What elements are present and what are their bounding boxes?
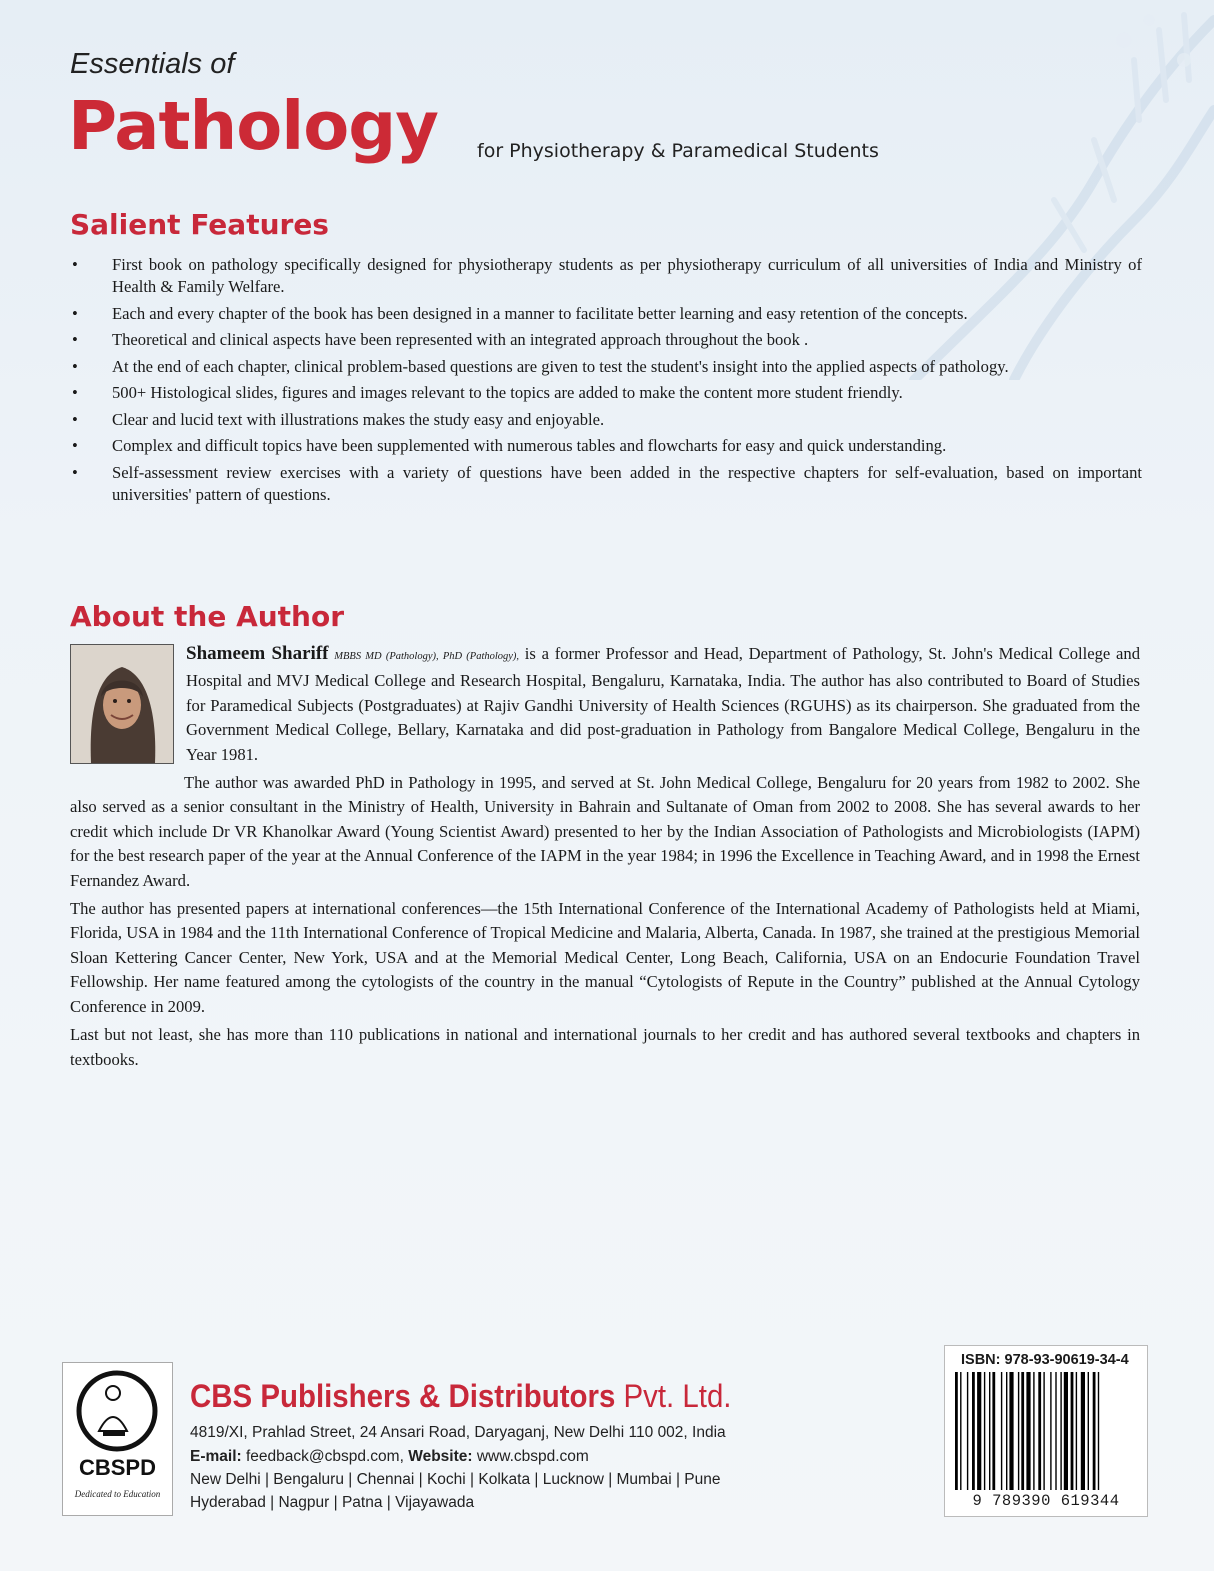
list-item [70, 329, 1142, 351]
author-photo [70, 644, 174, 764]
website-label: Website: [408, 1448, 473, 1465]
bullet-icon: • [72, 462, 78, 482]
bullet-icon: • [72, 356, 78, 376]
feature-text: Complex and difficult topics have been supplemented with numerous tables and flowcharts for easy and quick understanding. [112, 436, 947, 455]
email-link[interactable]: feedback@cbspd.com [246, 1448, 400, 1465]
publisher-name-main: CBS Publishers & Distributors [190, 1378, 616, 1414]
bullet-icon: • [72, 303, 78, 323]
publisher-name-suffix: Pvt. Ltd. [623, 1378, 732, 1414]
list-item [70, 254, 1142, 298]
isbn-label: ISBN: 978-93-90619-34-4 [961, 1352, 1129, 1368]
publisher-contact: E-mail: feedback@cbspd.com, Website: www.cbspd.com [190, 1448, 589, 1465]
author-paragraph: The author was awarded PhD in Pathology in 1995, and served at St. John Medical College, Bengaluru for 20 years from 1982 to 2002. She also served as a senior consultant in the Ministry of Health, University in Bahrain and Sultanate of Oman from 2002 to 2008. She has several awards to her credit which include Dr VR Khanolkar Award (Young Scientist Award) presented to her by the Indian Association of Pathologists and Microbiologists (IAPM) for the best research paper of the year at the Annual Conference of the IAPM in the year 1984; in 1996 the Excellence in Teaching Award, and in 1998 the Ernest Fernandez Award. [70, 773, 1140, 890]
bullet-icon: • [72, 436, 78, 455]
list-item [70, 462, 1142, 506]
logo-text: CBSPD [78, 1455, 156, 1480]
author-name: Shameem Shariff [186, 643, 329, 664]
bullet-icon: • [72, 409, 78, 429]
logo-tagline: Dedicated to Education [74, 1489, 161, 1499]
title-prefix: Essentials of [70, 48, 235, 80]
author-paragraph: The author has presented papers at international conferences—the 15th International Conference of the International Academy of Pathologists held at Miami, Florida, USA in 1984 and the 11th International Conference of Tropical Medicine and Malaria, Alberta, Canada. In 1987, she trained at the prestigious Memorial Sloan Kettering Cancer Center, New York, USA and at the Memorial Medical Center, Long Beach, California, USA on an Endocurie Foundation Travel Fellowship. Her name featured among the cytologists of the country in the manual “Cytologists of Repute in the Country” published at the Annual Cytology Conference in 2009. [70, 899, 1140, 1016]
barcode-icon [953, 1372, 1139, 1490]
feature-text: Clear and lucid text with illustrations makes the study easy and enjoyable. [112, 409, 605, 429]
cbspd-emblem-icon [63, 1363, 172, 1455]
bullet-icon: • [72, 255, 78, 274]
feature-text: First book on pathology specifically designed for physiotherapy students as per physiotherapy curriculum of all universities of India and Ministry of Health & Family Welfare. [112, 255, 1142, 296]
list-item [70, 435, 1142, 457]
list-item [70, 382, 1142, 404]
publisher-cities: New Delhi | Bengaluru | Chennai | Kochi | Kolkata | Lucknow | Mumbai | Pune [190, 1471, 721, 1488]
feature-text: 500+ Histological slides, figures and images relevant to the topics are added to make the content more student friendly. [112, 383, 903, 402]
publisher-logo [62, 1362, 173, 1516]
list-item [70, 356, 1142, 378]
feature-text: Each and every chapter of the book has been designed in a manner to facilitate better learning and easy retention of the concepts. [112, 303, 968, 323]
feature-text: Theoretical and clinical aspects have been represented with an integrated approach throughout the book . [112, 330, 809, 349]
features-list [70, 254, 1142, 510]
author-intro: is a former Professor and Head, Department of Pathology, St. John's Medical College and Hospital and MVJ Medical College and Research Hospital, Bengaluru, Karnataka, India. The author has also contributed to Board of Studies for Paramedical Subjects (Postgraduates) at Rajiv Gandhi University of Health Sciences (RGUHS) as its chairperson. She graduated from the Government Medical College, Bellary, Karnataka and did post-graduation in Pathology from Bangalore Medical College, Bengaluru in the Year 1981. [186, 644, 1140, 764]
feature-text: At the end of each chapter, clinical problem-based questions are given to test the student's insight into the applied aspects of pathology. [112, 356, 1009, 376]
bullet-icon: • [72, 330, 78, 349]
salient-features-heading: Salient Features [70, 208, 329, 241]
list-item [70, 303, 1142, 325]
list-item [70, 409, 1142, 431]
author-paragraph: Last but not least, she has more than 110 publications in national and international journals to her credit and has authored several textbooks and chapters in textbooks. [70, 1025, 1140, 1069]
bullet-icon: • [72, 383, 78, 402]
publisher-cities: Hyderabad | Nagpur | Patna | Vijayawada [190, 1494, 475, 1511]
publisher-address: 4819/XI, Prahlad Street, 24 Ansari Road, Daryaganj, New Delhi 110 002, India [190, 1424, 726, 1441]
website-link[interactable]: www.cbspd.com [476, 1448, 589, 1465]
author-paragraph [70, 642, 1140, 767]
feature-text: Self-assessment review exercises with a variety of questions have been added in the respective chapters for self-evaluation, based on important universities' pattern of questions. [112, 462, 1142, 504]
author-portrait-icon [71, 645, 173, 763]
book-subtitle: for Physiotherapy & Paramedical Students [477, 140, 879, 162]
publisher-name [190, 1378, 731, 1415]
author-credentials: MBBS MD (Pathology), PhD (Pathology), [334, 651, 520, 662]
email-label: E-mail: [190, 1448, 242, 1465]
author-bio [70, 642, 1140, 1076]
book-title: Pathology [68, 87, 438, 165]
isbn-barcode-box [944, 1345, 1148, 1517]
about-author-heading: About the Author [70, 600, 345, 633]
isbn-digits: 9 789390 619344 [972, 1492, 1120, 1510]
